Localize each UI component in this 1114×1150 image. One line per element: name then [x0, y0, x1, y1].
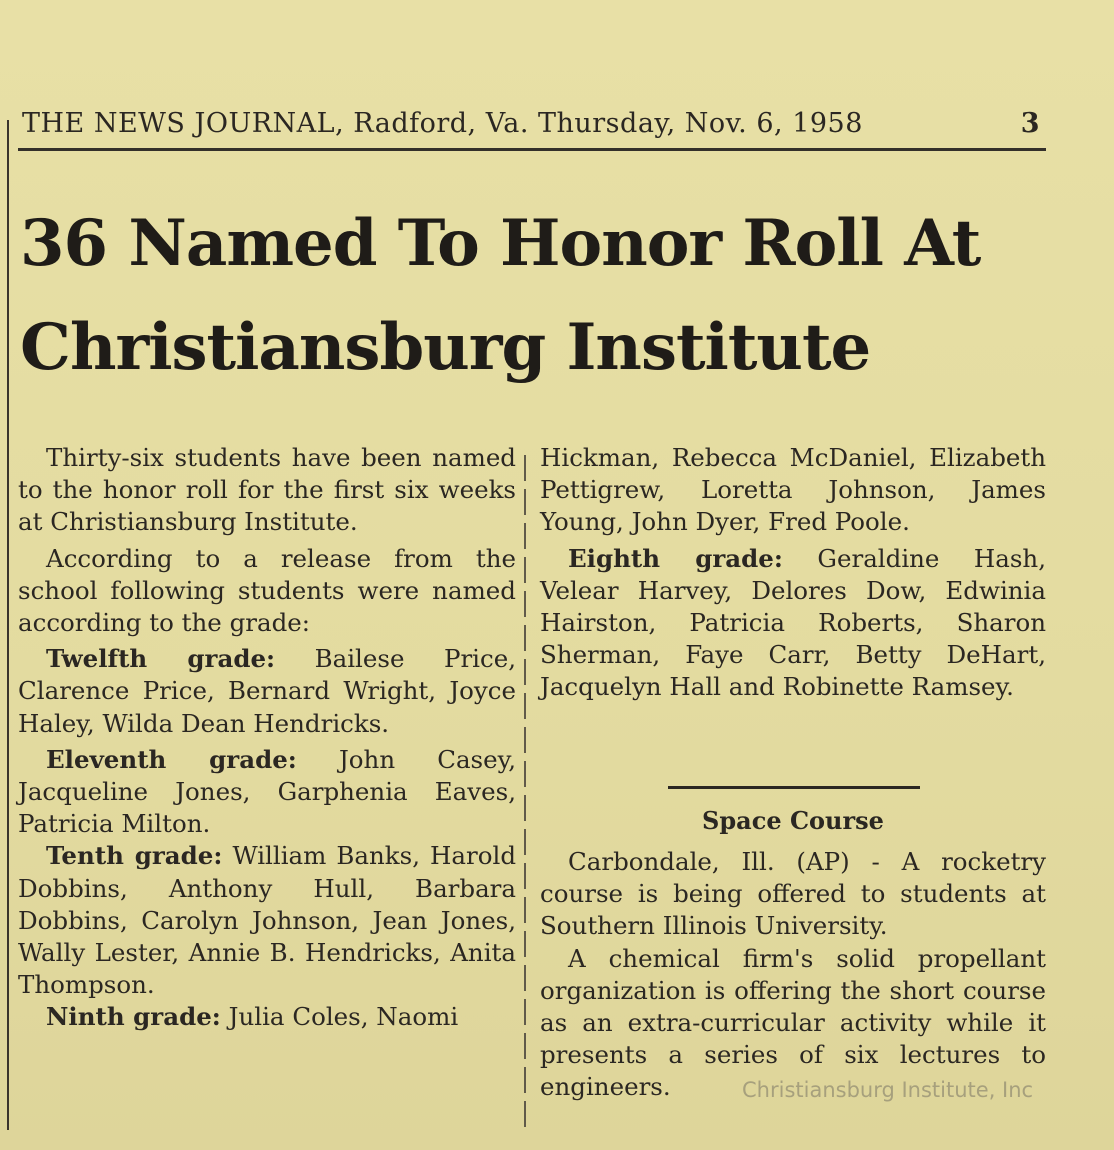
- headline-line-1: 36 Named To Honor Roll At: [20, 206, 981, 281]
- twelfth-grade-names: Bailese Price, Clarence Price, Bernard Wright, Joyce Haley, Wilda Dean Hendricks.: [18, 644, 516, 738]
- tenth-grade-label: Tenth grade:: [46, 841, 223, 871]
- masthead: [22, 108, 1042, 148]
- eleventh-grade-names: John Casey, Jacqueline Jones, Garphenia Eaves, Patricia Milton.: [18, 744, 516, 839]
- article-separator-rule: [668, 786, 920, 789]
- tenth-grade-names: William Banks, Harold Dobbins, Anthony Hull, Barbara Dobbins, Carolyn Johnson, Jean Jones, Wally Lester, Annie B. Hendricks, Anita Thompson.: [18, 841, 517, 1000]
- page-number: 3: [1020, 108, 1040, 139]
- eighth-grade-label: Eighth grade:: [568, 543, 783, 573]
- article-paragraph-intro: Thirty-six students have been named to the honor roll for the first six weeks at Christiansburg Institute.: [18, 443, 516, 537]
- space-course-title: Space Course: [702, 806, 884, 835]
- ninth-grade-label: Ninth grade:: [46, 1002, 221, 1032]
- ninth-grade-paragraph: [18, 1001, 516, 1033]
- ninth-grade-names-part1: Julia Coles, Naomi: [228, 1002, 459, 1032]
- headline: [20, 192, 1040, 400]
- space-course-article: [540, 846, 1046, 1104]
- eleventh-grade-label: Eleventh grade:: [46, 744, 297, 774]
- headline-line-2: Christiansburg Institute: [20, 310, 871, 385]
- article-paragraph-release: According to a release from the school following students were named according to the grade:: [18, 543, 516, 638]
- space-course-paragraph-2: A chemical firm's solid propellant organization is offering the short course as an extra-curricular activity while it presents a series of six lectures to engineers.: [540, 943, 1046, 1102]
- article-column-left: [18, 442, 516, 1034]
- watermark: Christiansburg Institute, Inc: [742, 1078, 1034, 1102]
- space-course-paragraph-1: Carbondale, Ill. (AP) - A rocketry course is being offered to students at Southern Illinois University.: [540, 847, 1046, 941]
- eleventh-grade-paragraph: [18, 744, 516, 841]
- eighth-grade-paragraph: [540, 543, 1046, 704]
- ninth-grade-names-continued: Hickman, Rebecca McDaniel, Elizabeth Pettigrew, Loretta Johnson, James Young, John Dyer, Fred Poole.: [540, 443, 1046, 537]
- masthead-rule: [18, 148, 1046, 151]
- eighth-grade-names: Geraldine Hash, Velear Harvey, Delores Dow, Edwinia Hairston, Patricia Roberts, Sharon Sherman, Faye Carr, Betty DeHart, Jacquelyn Hall and Robinette Ramsey.: [540, 543, 1046, 702]
- column-divider: [524, 455, 526, 1127]
- tenth-grade-paragraph: [18, 840, 516, 1001]
- article-column-right: [540, 442, 1046, 704]
- twelfth-grade-label: Twelfth grade:: [46, 644, 276, 674]
- left-border-rule: [7, 120, 9, 1130]
- masthead-publication: THE NEWS JOURNAL, Radford, Va. Thursday, Nov. 6, 1958: [22, 108, 863, 139]
- twelfth-grade-paragraph: [18, 643, 516, 740]
